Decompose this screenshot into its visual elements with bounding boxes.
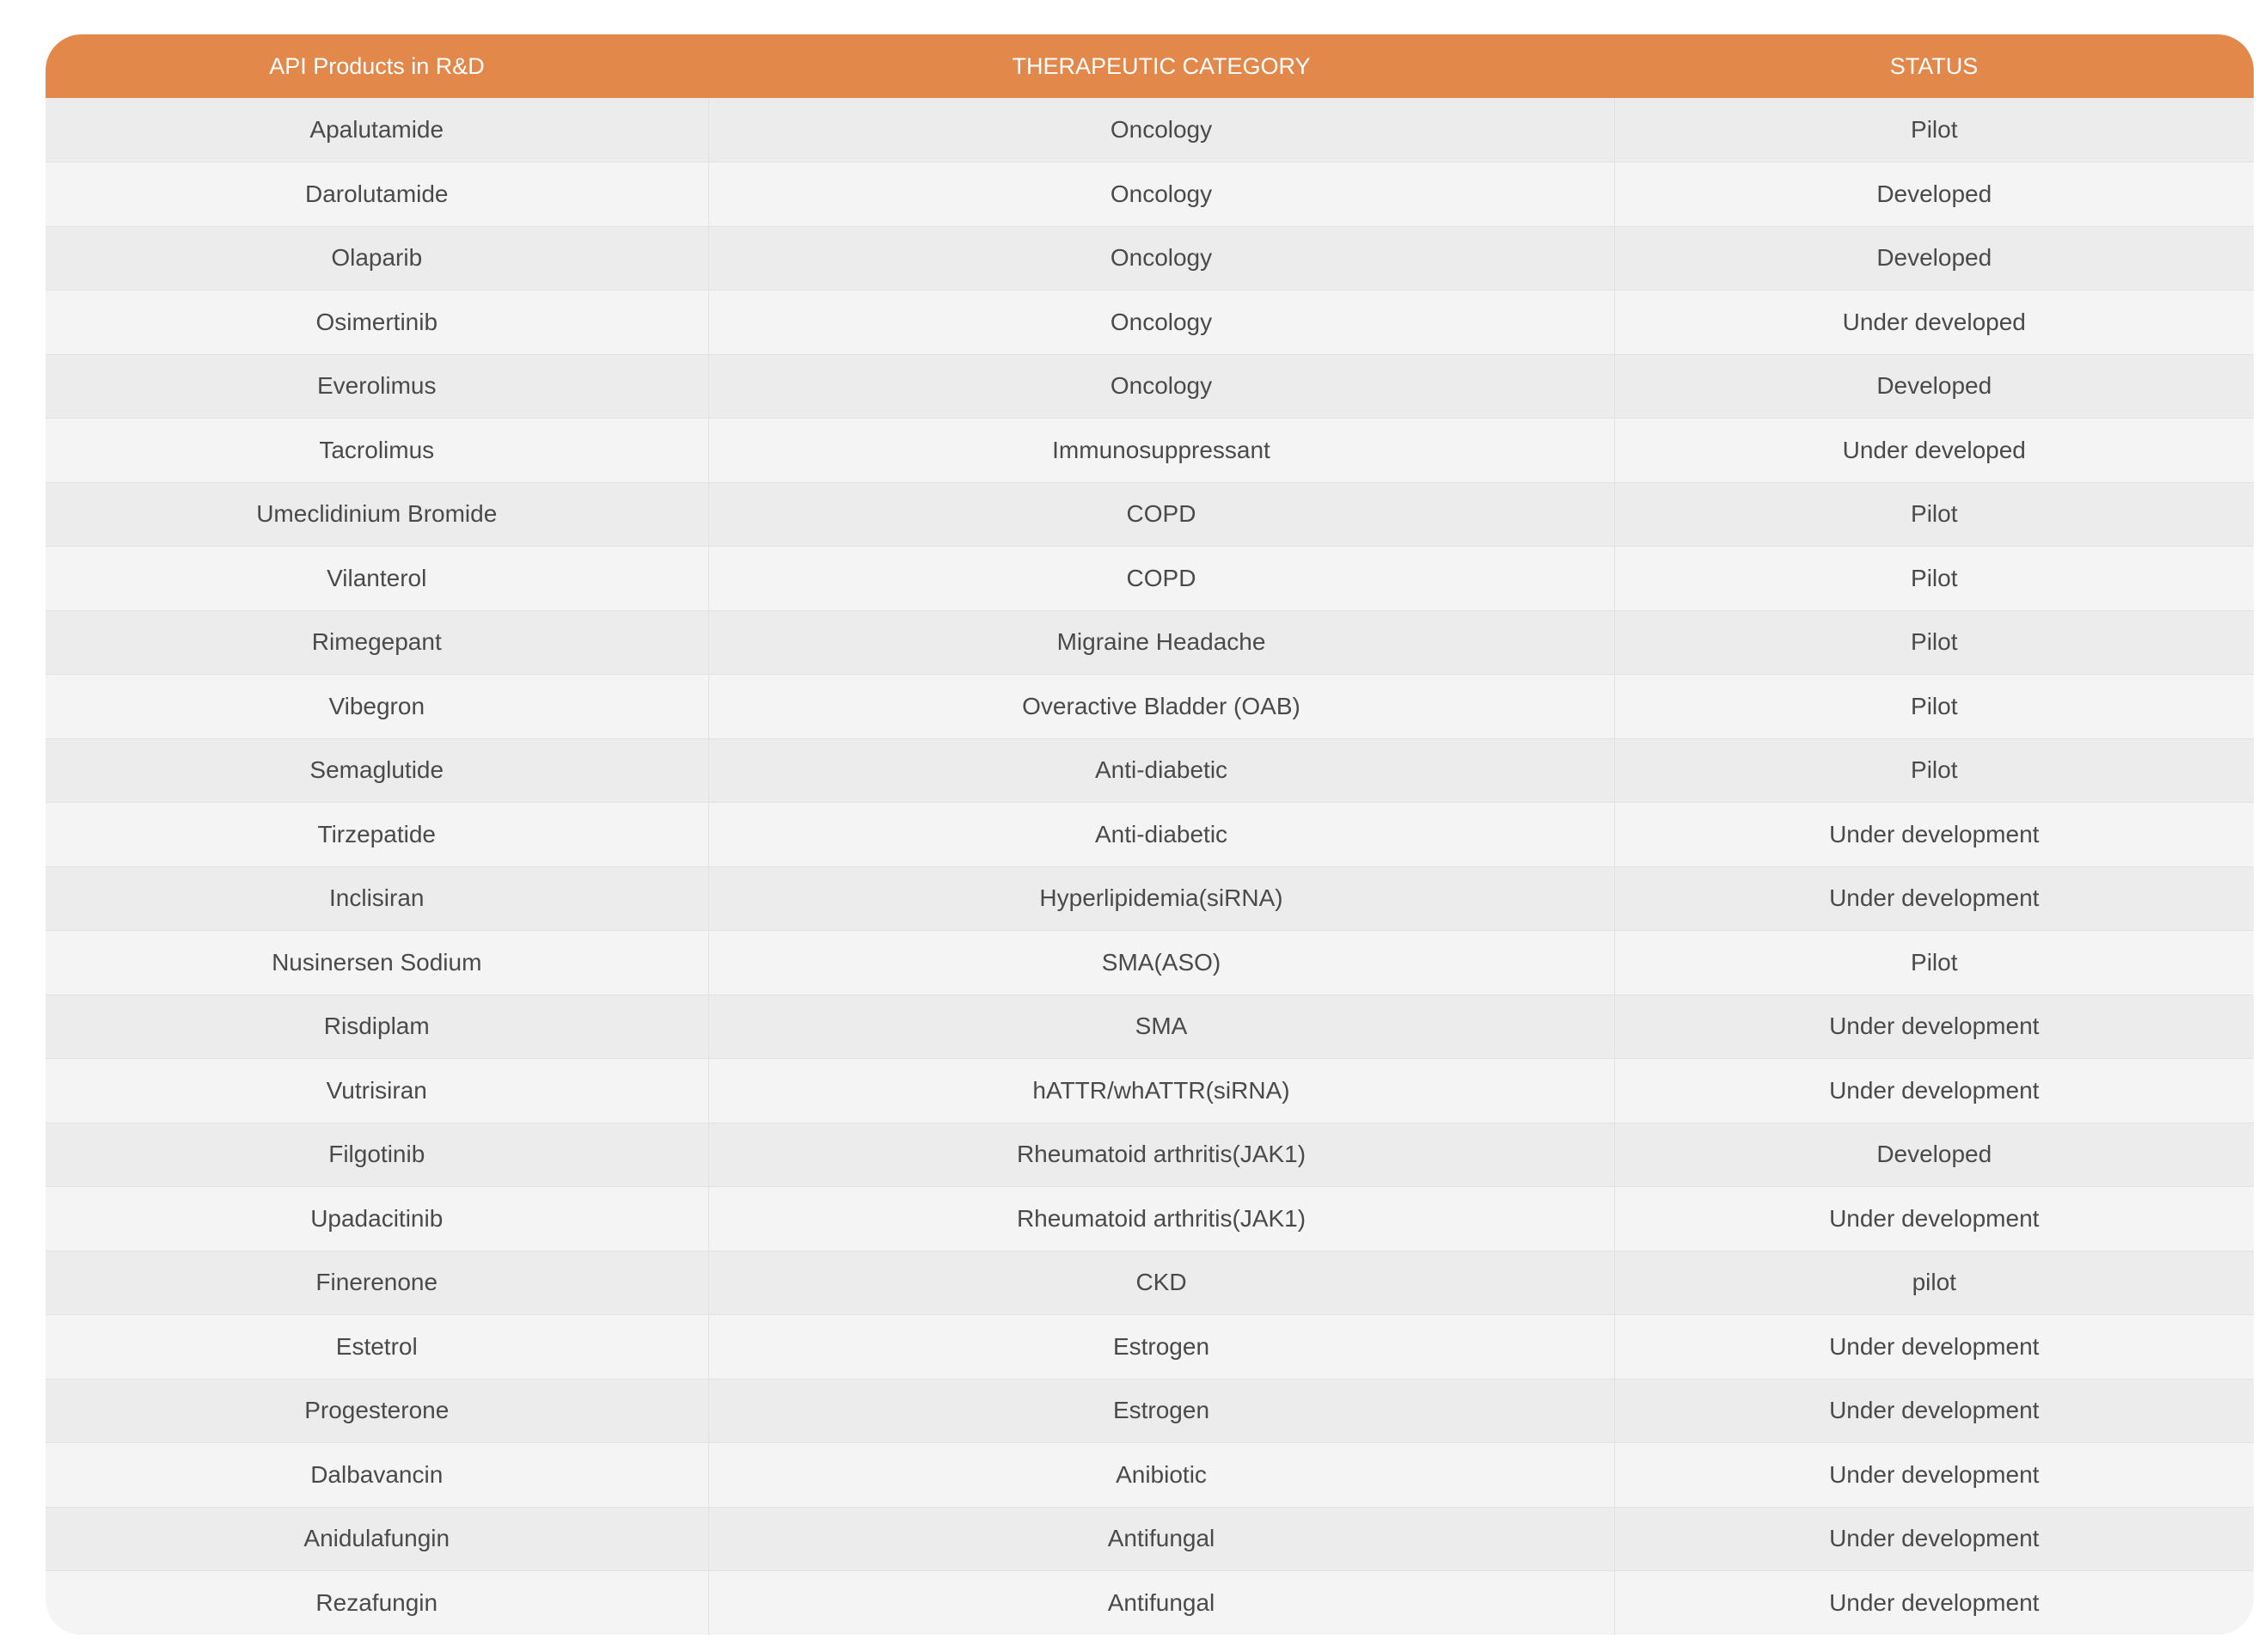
cell-category: CKD (708, 1251, 1614, 1315)
cell-category: Oncology (708, 98, 1614, 162)
cell-status: Developed (1614, 1123, 2254, 1187)
table-header (46, 34, 2254, 98)
cell-status: Pilot (1614, 610, 2254, 675)
table-row (46, 1123, 2254, 1187)
cell-status: Under development (1614, 1059, 2254, 1123)
cell-category: SMA (708, 994, 1614, 1059)
cell-category: hATTR/whATTR(siRNA) (708, 1059, 1614, 1123)
header-status: STATUS (1889, 52, 1979, 79)
table-row (46, 98, 2254, 162)
cell-status: Under development (1614, 866, 2254, 931)
cell-status: Pilot (1614, 482, 2254, 547)
cell-status: Under development (1614, 1315, 2254, 1380)
cell-category: Immunosuppressant (708, 419, 1614, 483)
header-api-products: API Products in R&D (269, 52, 485, 79)
table-row (46, 1379, 2254, 1443)
cell-category: Overactive Bladder (OAB) (708, 675, 1614, 739)
cell-status: Under development (1614, 1187, 2254, 1251)
table-row (46, 931, 2254, 995)
cell-status: Pilot (1614, 738, 2254, 803)
cell-status: Developed (1614, 226, 2254, 291)
cell-category: Migraine Headache (708, 610, 1614, 675)
cell-product: Finerenone (46, 1251, 708, 1315)
cell-product: Olaparib (46, 226, 708, 291)
cell-status: pilot (1614, 1251, 2254, 1315)
table-row (46, 482, 2254, 547)
table-row (46, 866, 2254, 931)
cell-product: Vibegron (46, 675, 708, 739)
cell-status: Under developed (1614, 419, 2254, 483)
cell-category: Oncology (708, 354, 1614, 419)
cell-status: Developed (1614, 162, 2254, 227)
cell-product: Rezafungin (315, 1589, 438, 1616)
cell-product: Anidulafungin (46, 1507, 708, 1571)
header-therapeutic-category: THERAPEUTIC CATEGORY (1012, 52, 1311, 79)
table-row (46, 354, 2254, 419)
table-row (46, 291, 2254, 355)
api-products-table (46, 34, 2254, 1635)
table-row (46, 675, 2254, 739)
cell-product: Vilanterol (46, 547, 708, 611)
table-row (46, 1443, 2254, 1508)
cell-product: Vutrisiran (46, 1059, 708, 1123)
cell-product: Tirzepatide (46, 803, 708, 867)
cell-category: Oncology (708, 226, 1614, 291)
cell-status: Under development (1614, 1443, 2254, 1508)
cell-product: Rimegepant (46, 610, 708, 675)
cell-product: Osimertinib (46, 291, 708, 355)
cell-product: Nusinersen Sodium (46, 931, 708, 995)
table-row (46, 1507, 2254, 1571)
cell-status: Under development (1614, 1507, 2254, 1571)
cell-product: Everolimus (46, 354, 708, 419)
cell-product: Dalbavancin (46, 1443, 708, 1508)
cell-status: Developed (1614, 354, 2254, 419)
table-row (46, 803, 2254, 867)
cell-product: Risdiplam (46, 994, 708, 1059)
table-row (46, 1315, 2254, 1380)
cell-category: Hyperlipidemia(siRNA) (708, 866, 1614, 931)
cell-status: Pilot (1614, 98, 2254, 162)
table-row (46, 1251, 2254, 1315)
cell-category: Estrogen (708, 1379, 1614, 1443)
table-row (46, 162, 2254, 227)
cell-product: Progesterone (46, 1379, 708, 1443)
cell-status: Pilot (1614, 675, 2254, 739)
table-row (46, 1059, 2254, 1123)
cell-product: Apalutamide (46, 98, 708, 162)
table-row (46, 226, 2254, 291)
table-row (46, 1571, 2254, 1636)
cell-category: COPD (708, 482, 1614, 547)
cell-product: Darolutamide (46, 162, 708, 227)
table-row (46, 738, 2254, 803)
cell-product: Inclisiran (46, 866, 708, 931)
cell-category: Oncology (708, 162, 1614, 227)
cell-category: SMA(ASO) (708, 931, 1614, 995)
cell-status: Under development (1614, 1379, 2254, 1443)
cell-product: Estetrol (46, 1315, 708, 1380)
cell-category: COPD (708, 547, 1614, 611)
cell-category: Rheumatoid arthritis(JAK1) (708, 1187, 1614, 1251)
cell-status: Under development (1614, 803, 2254, 867)
cell-status: Pilot (1614, 547, 2254, 611)
cell-product: Tacrolimus (46, 419, 708, 483)
cell-status: Under development (1614, 994, 2254, 1059)
cell-category: Anibiotic (708, 1443, 1614, 1508)
cell-category: Antifungal (708, 1571, 1614, 1636)
cell-category: Estrogen (708, 1315, 1614, 1380)
cell-category: Oncology (708, 291, 1614, 355)
cell-category: Anti-diabetic (708, 803, 1614, 867)
cell-status: Under development (1614, 1571, 2254, 1636)
cell-category: Antifungal (708, 1507, 1614, 1571)
table-row (46, 1187, 2254, 1251)
cell-status: Under developed (1614, 291, 2254, 355)
cell-category: Rheumatoid arthritis(JAK1) (708, 1123, 1614, 1187)
cell-product: Semaglutide (46, 738, 708, 803)
table-row (46, 547, 2254, 611)
cell-product: Upadacitinib (46, 1187, 708, 1251)
table-row (46, 419, 2254, 483)
table-row (46, 994, 2254, 1059)
table-row (46, 610, 2254, 675)
api-products-table-container (46, 34, 2254, 1635)
cell-product: Umeclidinium Bromide (46, 482, 708, 547)
cell-category: Anti-diabetic (708, 738, 1614, 803)
header-row (46, 34, 2254, 98)
cell-status: Pilot (1614, 931, 2254, 995)
cell-product: Filgotinib (46, 1123, 708, 1187)
table-body (46, 98, 2254, 1635)
